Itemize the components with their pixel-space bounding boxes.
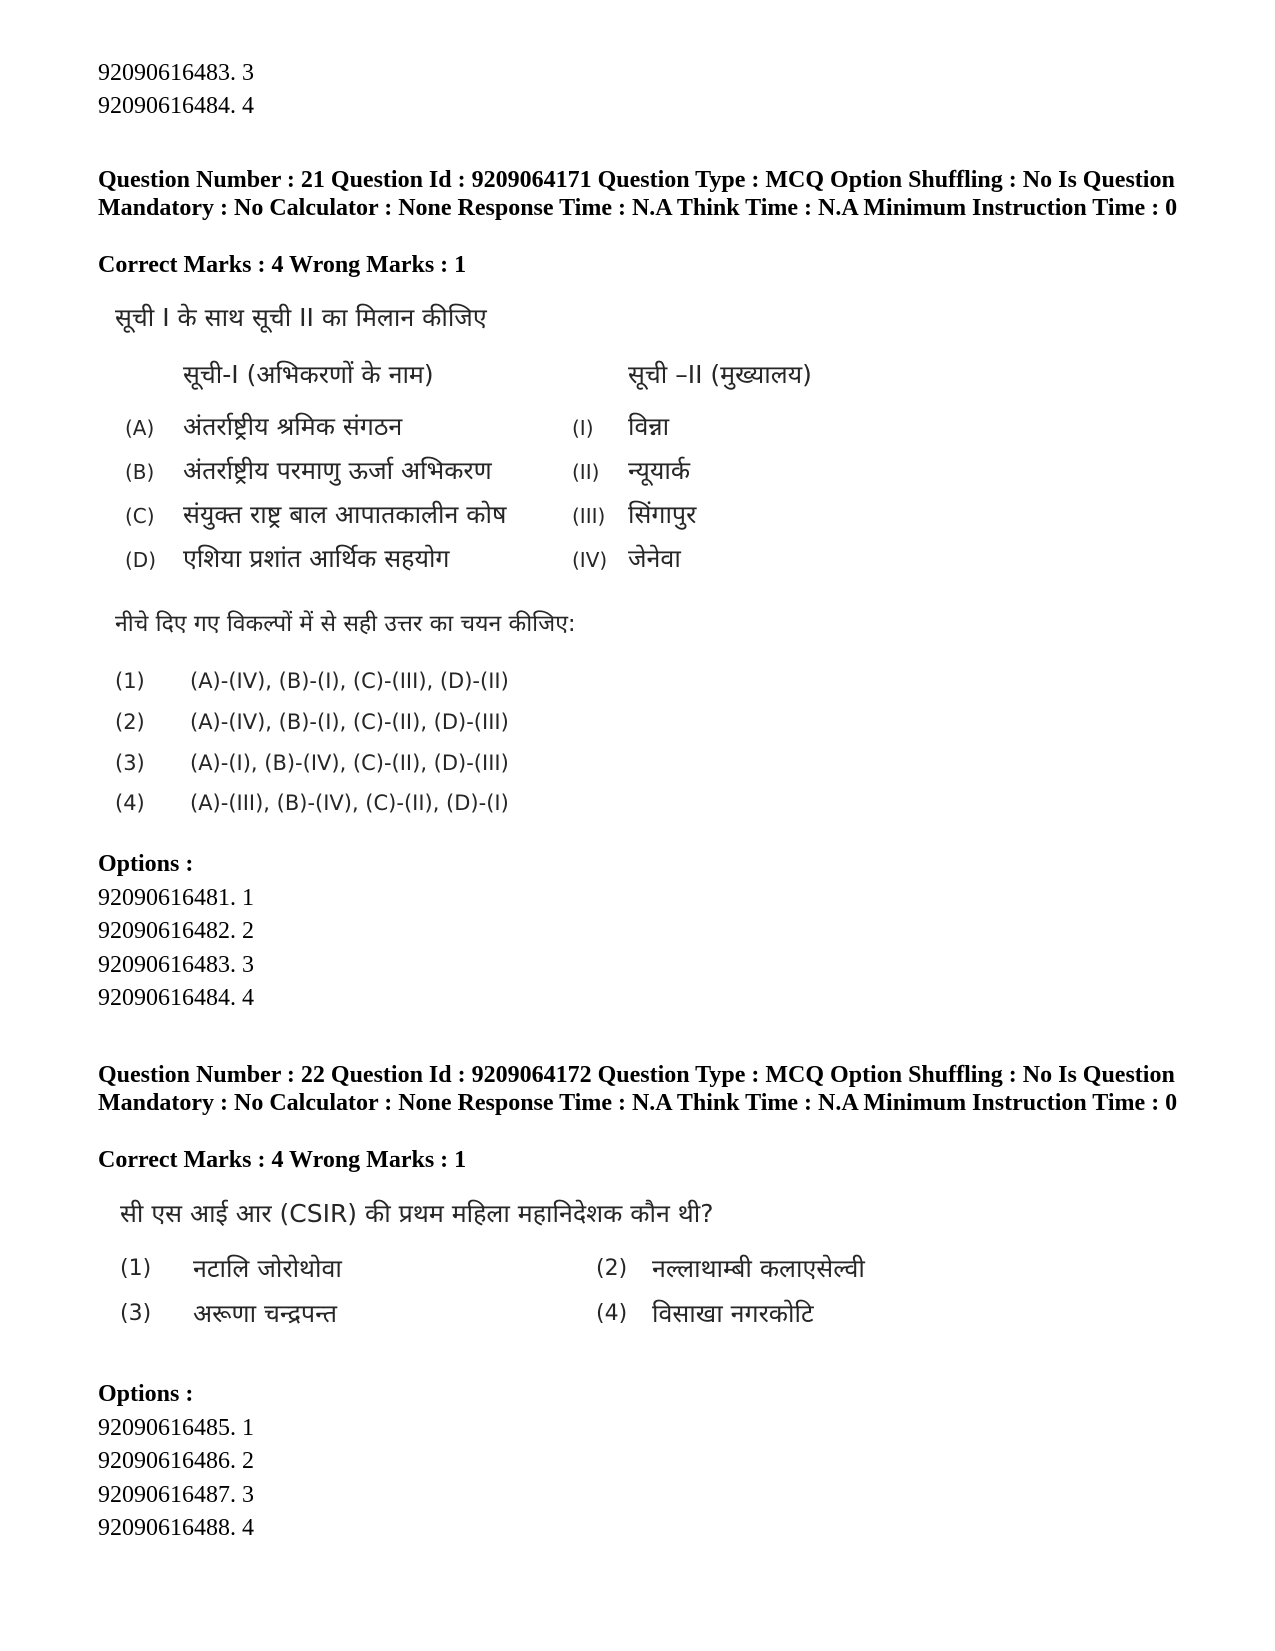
option-line: 92090616488. 4: [98, 1515, 254, 1541]
choice-number: (1): [115, 669, 145, 693]
choice-text: विसाखा नगरकोटि: [652, 1299, 814, 1328]
marks-line: Correct Marks : 4 Wrong Marks : 1: [98, 252, 467, 278]
row-label: (IV): [572, 548, 608, 572]
row-label: (D): [125, 548, 157, 572]
row-item-a: एशिया प्रशांत आर्थिक सहयोग: [183, 544, 450, 573]
option-line: 92090616483. 3: [98, 60, 254, 86]
choice-text: नटालि जोरोथोवा: [193, 1254, 342, 1283]
row-label: (III): [572, 504, 606, 528]
options-label: Options :: [98, 851, 194, 877]
option-line: 92090616483. 3: [98, 952, 254, 978]
choice-text: (A)-(IV), (B)-(I), (C)-(II), (D)-(III): [190, 710, 509, 734]
choice-number: (3): [115, 751, 145, 775]
row-item-b: न्यूयार्क: [628, 456, 691, 485]
row-label: (I): [572, 416, 594, 440]
choice-text: नल्लाथाम्बी कलाएसेल्वी: [652, 1254, 865, 1283]
row-label: (II): [572, 460, 600, 484]
choice-number: (3): [120, 1301, 152, 1326]
choice-number: (1): [120, 1256, 152, 1281]
choice-number: (2): [596, 1256, 628, 1281]
option-line: 92090616485. 1: [98, 1415, 254, 1441]
list2-header: सूची –II (मुख्यालय): [628, 360, 812, 389]
row-item-a: अंतर्राष्ट्रीय परमाणु ऊर्जा अभिकरण: [183, 456, 492, 485]
choice-number: (2): [115, 710, 145, 734]
question-meta: Question Number : 22 Question Id : 9209064172 Question Type : MCQ Option Shuffling : No Is Question Mandatory : No Calculator : None Response Time : N.A Think Time : N.A Minimum Instruction Time : 0: [98, 1062, 1178, 1116]
question-meta: Question Number : 21 Question Id : 9209064171 Question Type : MCQ Option Shuffling : No Is Question Mandatory : No Calculator : None Response Time : N.A Think Time : N.A Minimum Instruction Time : 0: [98, 167, 1178, 221]
choice-number: (4): [115, 791, 145, 815]
row-item-b: सिंगापुर: [628, 500, 697, 529]
choice-text: (A)-(I), (B)-(IV), (C)-(II), (D)-(III): [190, 751, 509, 775]
option-line: 92090616484. 4: [98, 985, 254, 1011]
option-line: 92090616482. 2: [98, 918, 254, 944]
row-label: (B): [125, 460, 155, 484]
row-item-b: जेनेवा: [628, 544, 681, 573]
option-line: 92090616481. 1: [98, 885, 254, 911]
option-line: 92090616487. 3: [98, 1482, 254, 1508]
row-label: (A): [125, 416, 155, 440]
question-instruction: नीचे दिए गए विकल्पों में से सही उत्तर का चयन कीजिए:: [115, 611, 576, 637]
row-item-a: संयुक्त राष्ट्र बाल आपातकालीन कोष: [183, 500, 507, 529]
choice-text: (A)-(III), (B)-(IV), (C)-(II), (D)-(I): [190, 791, 509, 815]
question-prompt: सूची I के साथ सूची II का मिलान कीजिए: [115, 303, 487, 332]
marks-line: Correct Marks : 4 Wrong Marks : 1: [98, 1147, 467, 1173]
choice-number: (4): [596, 1301, 628, 1326]
list1-header: सूची-I (अभिकरणों के नाम): [183, 360, 434, 389]
row-item-b: विन्ना: [628, 412, 670, 441]
option-line: 92090616486. 2: [98, 1448, 254, 1474]
choice-text: (A)-(IV), (B)-(I), (C)-(III), (D)-(II): [190, 669, 509, 693]
row-label: (C): [125, 504, 155, 528]
row-item-a: अंतर्राष्ट्रीय श्रमिक संगठन: [183, 412, 403, 441]
choice-text: अरूणा चन्द्रपन्त: [193, 1299, 338, 1328]
question-prompt: सी एस आई आर (CSIR) की प्रथम महिला महानिदेशक कौन थी?: [120, 1199, 714, 1228]
options-label: Options :: [98, 1381, 194, 1407]
option-line: 92090616484. 4: [98, 93, 254, 119]
